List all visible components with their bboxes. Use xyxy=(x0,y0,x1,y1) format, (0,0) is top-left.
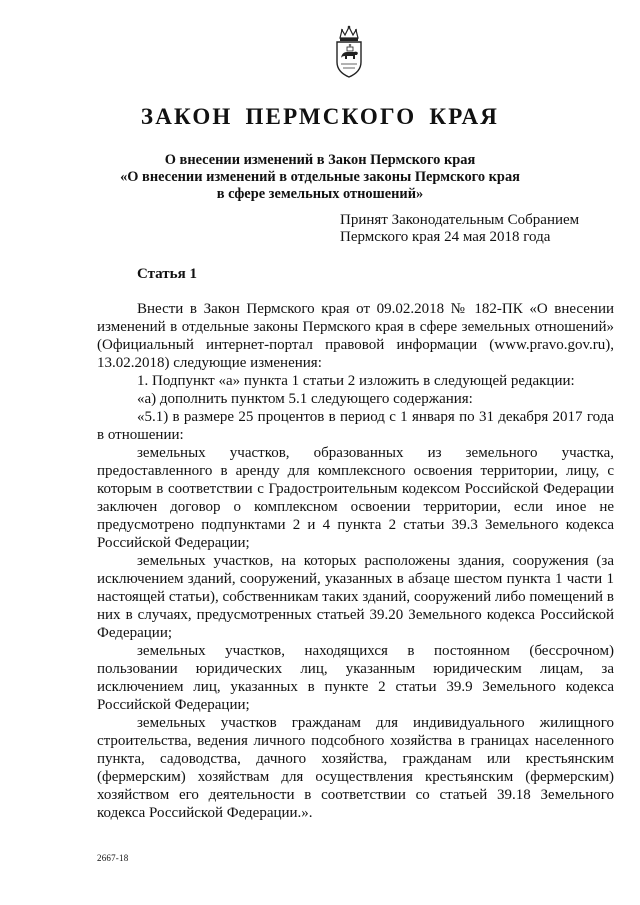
subtitle-line: О внесении изменений в Закон Пермского края xyxy=(164,152,476,168)
article-paragraph: земельных участков, образованных из земельного участка, предоставленного в аренду для комплексного освоения территории, лицу, с которым в соответствии с Градостроительным кодексом Российской Федерации заключен договор о комплексном освоении территории, если иное не предусмотрено подпунктами 2 и 4 пункта 2 статьи 39.3 Земельного кодекса Российской Федерации; xyxy=(97,445,614,551)
article-paragraph: земельных участков гражданам для индивидуального жилищного строительства, ведения личного подсобного хозяйства в границах населенного пункта, садоводства, дачного хозяйства, гражданам или крестьянским (фермерским) хозяйствам для осуществления крестьянским (фермерским) хозяйством его деятельности в соответствии со статьей 39.18 Земельного кодекса Российской Федерации.». xyxy=(97,715,614,821)
subtitle-line: «О внесении изменений в отдельные законы Пермского края xyxy=(120,169,520,185)
coat-of-arms-emblem-icon xyxy=(332,24,366,80)
article-paragraph: «5.1) в размере 25 процентов в период с 1 января по 31 декабря 2017 года в отношении: xyxy=(97,409,614,443)
article-paragraph: земельных участков, на которых расположены здания, сооружения (за исключением зданий, сооружений, указанных в абзаце шестом пункта 1 части 1 настоящей статьи), собственникам таких зданий, сооружений либо помещений в них в случаях, предусмотренных статьей 39.20 Земельного кодекса Российской Федерации; xyxy=(97,553,614,641)
subtitle-line: в сфере земельных отношений» xyxy=(216,186,424,202)
adoption-line: Пермского края 24 мая 2018 года xyxy=(340,229,551,245)
article-body xyxy=(97,300,614,822)
article-heading: Статья 1 xyxy=(137,266,197,282)
law-title: ЗАКОН ПЕРМСКОГО КРАЯ xyxy=(140,104,500,129)
article-paragraph: «а) дополнить пунктом 5.1 следующего содержания: xyxy=(137,391,473,407)
law-subtitle xyxy=(0,152,640,203)
document-number: 2667-18 xyxy=(97,853,129,863)
article-paragraph: Внести в Закон Пермского края от 09.02.2018 № 182-ПК «О внесении изменений в отдельные законы Пермского края в сфере земельных отношений» (Официальный интернет-портал правовой информации (www.pravo.gov.ru), 13.02.2018) следующие изменения: xyxy=(97,301,614,371)
article-paragraph: 1. Подпункт «а» пункта 1 статьи 2 изложить в следующей редакции: xyxy=(137,373,575,389)
article-paragraph: земельных участков, находящихся в постоянном (бессрочном) пользовании юридических лиц, указанным юридическим лицам, за исключением лиц, указанных в пункте 2 статьи 39.9 Земельного кодекса Российской Федерации; xyxy=(97,643,614,713)
adoption-line: Принят Законодательным Собранием xyxy=(340,212,580,228)
adoption-note xyxy=(340,212,579,246)
